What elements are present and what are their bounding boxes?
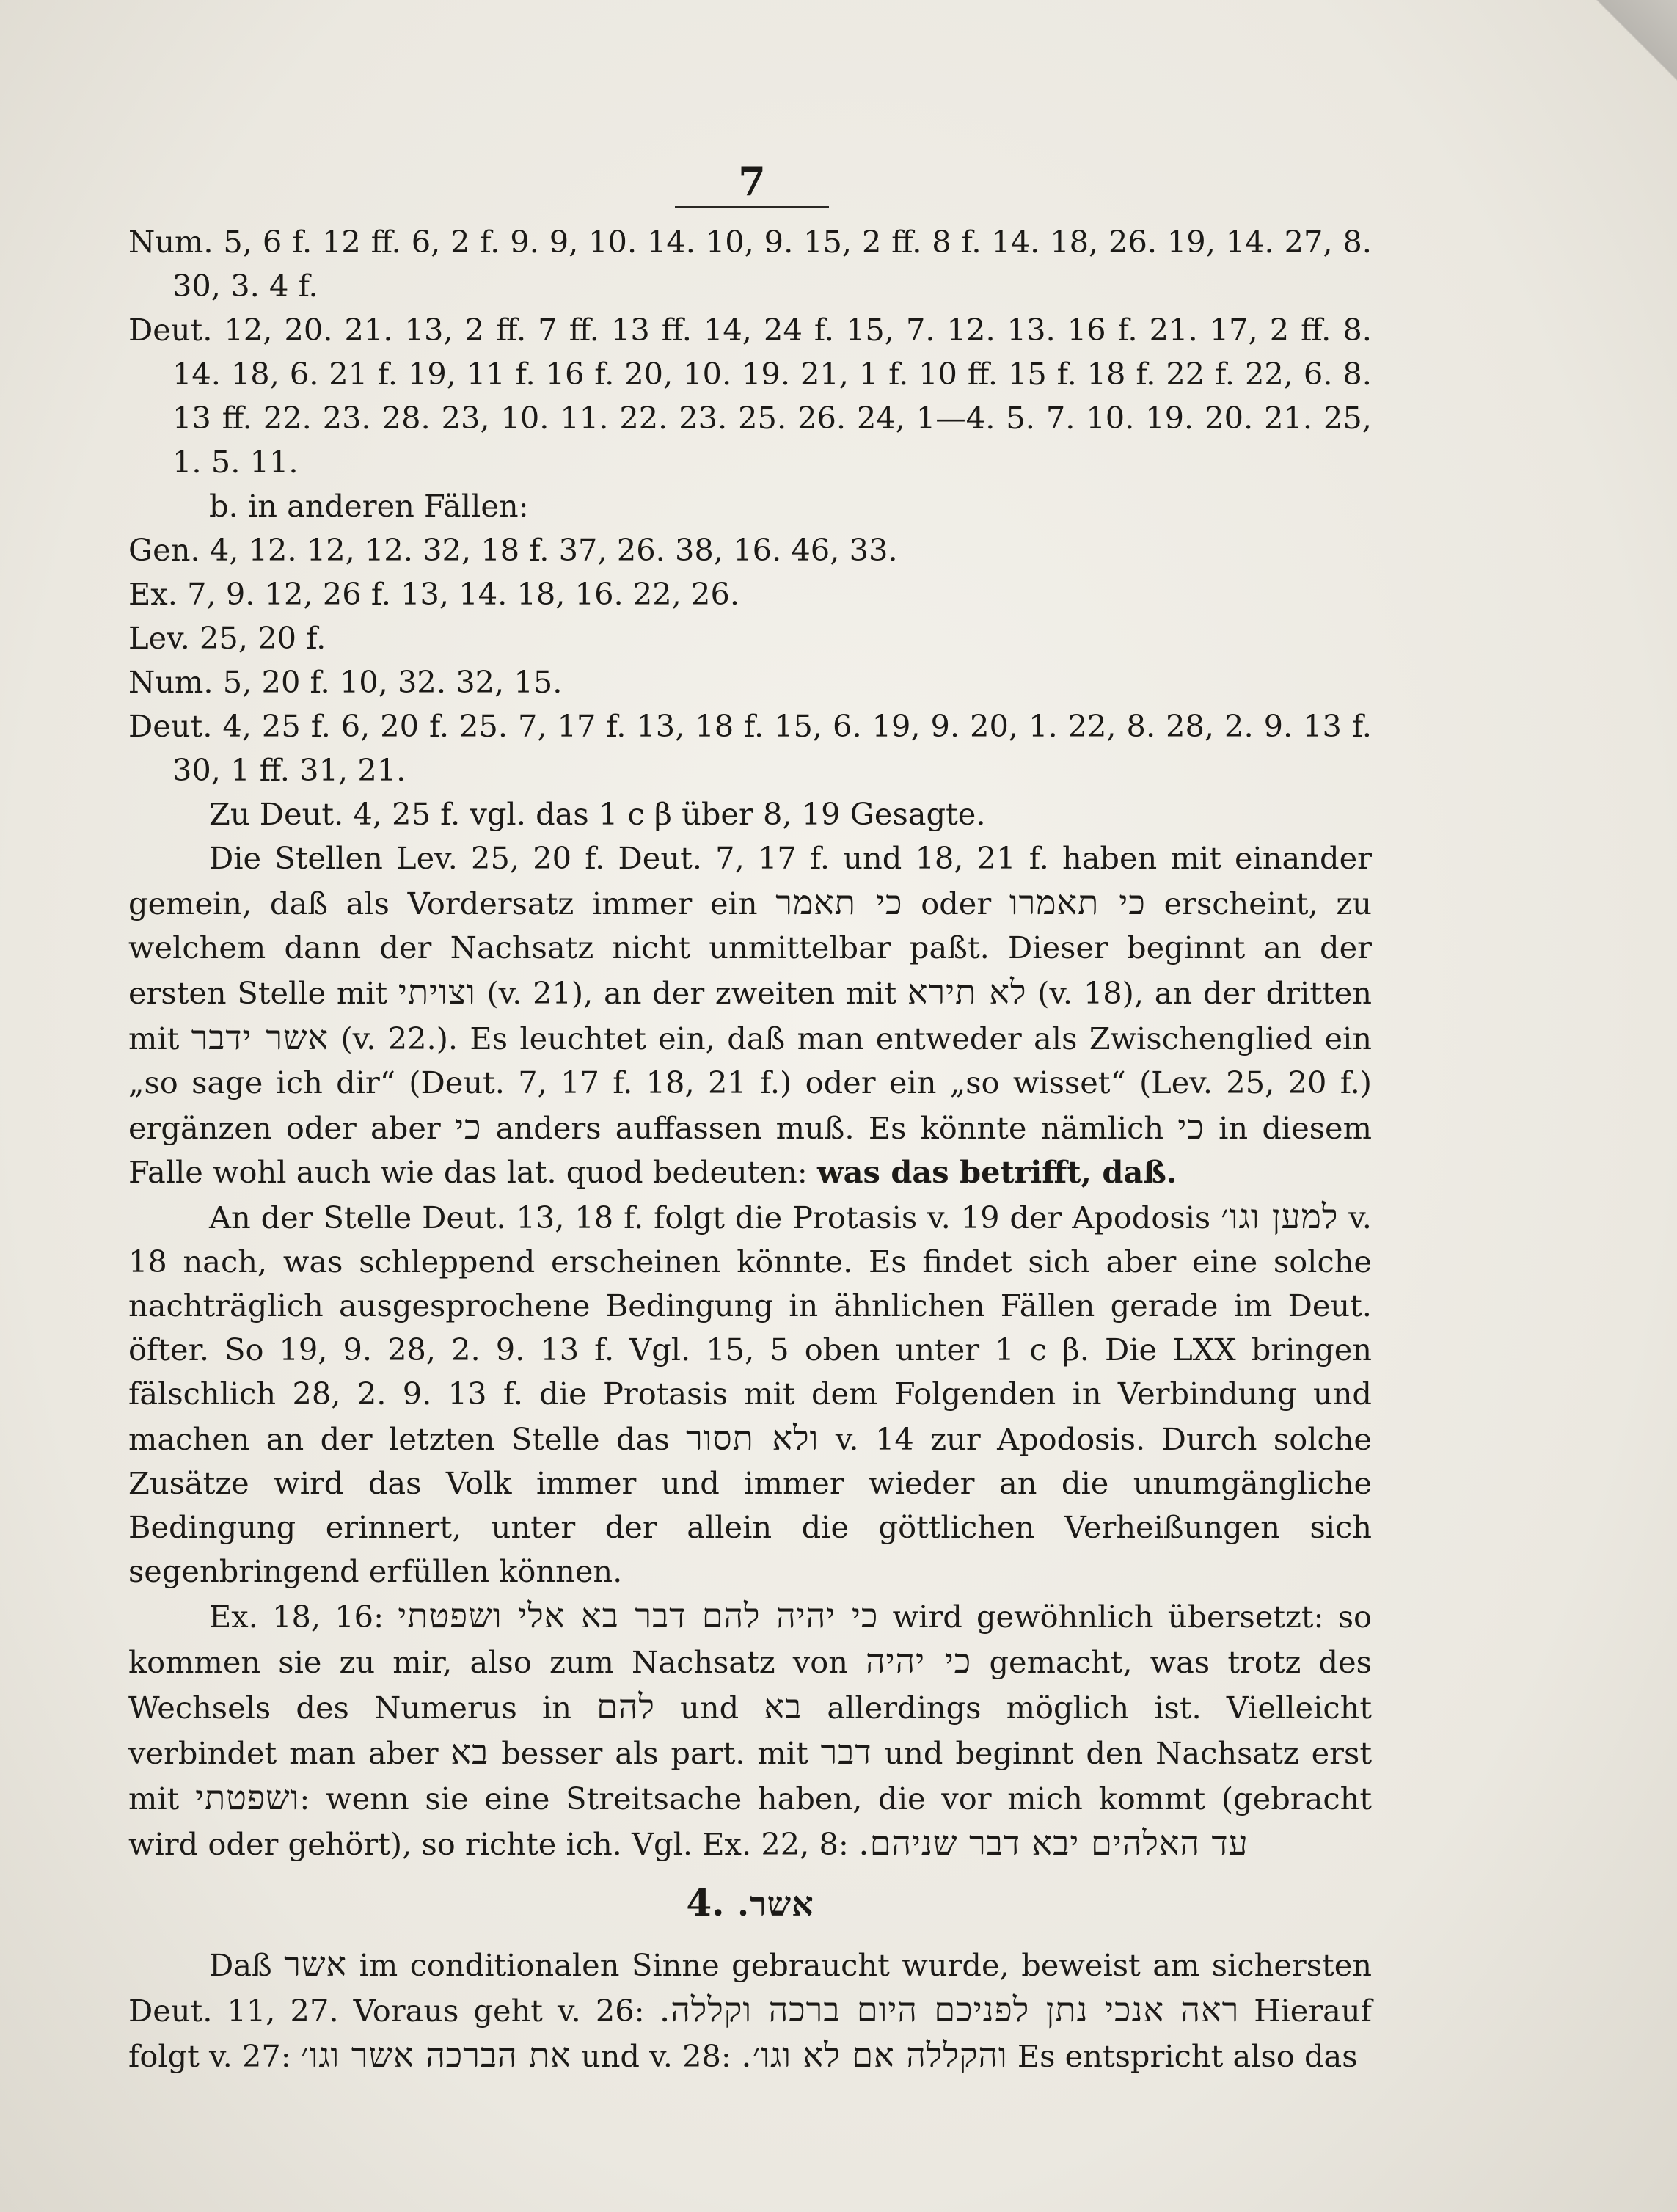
- hebrew-phrase: כי: [454, 1107, 482, 1147]
- hebrew-phrase: אשר: [284, 1944, 348, 1984]
- hebrew-phrase: עד האלהים יבא דבר שניהם.: [858, 1823, 1249, 1863]
- paragraph-3: Ex. 18, 16: כי יהיה להם דבר בא אלי ושפטתי wird gewöhnlich übersetzt: so kommen sie zu mir, also zum Nachsatz von כי יהיה gemacht, was trotz des Wechsels des Numerus in להם und בא allerdings möglich ist. Vielleicht verbindet man aber בא besser als part. mit דבר und beginnt den Nachsatz erst mit ושפטתי: wenn sie eine Streitsache haben, die vor mich kommt (gebracht wird oder gehört), so richte ich. Vgl. Ex. 22, 8: עד האלהים יבא דבר שניהם.: [128, 1596, 1372, 1863]
- hebrew-phrase: להם: [596, 1687, 655, 1726]
- hebrew-phrase: בא: [764, 1687, 803, 1726]
- reference-list-deut-2: Deut. 4, 25 f. 6, 20 f. 25. 7, 17 f. 13, 18 f. 15, 6. 19, 9. 20, 1. 22, 8. 28, 2. 9. 13 f. 30, 1 ff. 31, 21.: [128, 708, 1372, 788]
- hebrew-phrase: כי יהיה: [866, 1641, 972, 1681]
- hebrew-phrase: וצויתי: [398, 972, 476, 1012]
- hebrew-phrase: למען וגו׳: [1221, 1197, 1339, 1236]
- hebrew-phrase: דבר: [820, 1732, 872, 1772]
- paragraph-4: Daß אשר im conditionalen Sinne gebraucht wurde, beweist am sichersten Deut. 11, 27. Voraus geht v. 26: ראה אנכי נתן לפניכם היום ברכה וקללה. Hierauf folgt v. 27: את הברכה אשר וגו׳ und v. 28: והקללה אם לא וגו׳. Es entspricht also das: [128, 1944, 1372, 2075]
- note-deut: Zu Deut. 4, 25 f. vgl. das 1 c β über 8, 19 Gesagte.: [209, 796, 986, 832]
- folded-corner: [1582, 0, 1677, 103]
- reference-list-lev: Lev. 25, 20 f.: [128, 620, 326, 656]
- hebrew-phrase: כי: [1177, 1107, 1205, 1147]
- hebrew-phrase: את הברכה אשר וגו׳: [300, 2035, 571, 2075]
- hebrew-phrase: ראה אנכי נתן לפניכם היום ברכה וקללה.: [659, 1990, 1240, 2029]
- paragraph-1: Die Stellen Lev. 25, 20 f. Deut. 7, 17 f. und 18, 21 f. haben mit einander gemein, daß als Vordersatz immer ein כי תאמר oder כי תאמרו erscheint, zu welchem dann der Nachsatz nicht unmittelbar paßt. Dieser beginnt an der ersten Stelle mit וצויתי (v. 21), an der zweiten mit לא תירא (v. 18), an der dritten mit אשר ידבר (v. 22.). Es leuchtet ein, daß man entweder als Zwischenglied ein „so sage ich dir“ (Deut. 7, 17 f. 18, 21 f.) oder ein „so wisset“ (Lev. 25, 20 f.) ergänzen oder aber כי anders auffassen muß. Es könnte nämlich כי in diesem Falle wohl auch wie das lat. quod bedeuten: was das betrifft, daß.: [128, 840, 1373, 1190]
- hebrew-phrase: ולא תסור: [686, 1418, 819, 1458]
- section-heading: [128, 1881, 1372, 1926]
- body-text: [128, 220, 1372, 2078]
- hebrew-phrase: לא תירא: [907, 972, 1027, 1012]
- hebrew-phrase: ושפטתי: [195, 1778, 300, 1817]
- hebrew-phrase: כי תאמרו: [1009, 883, 1146, 922]
- reference-list-num-2: Num. 5, 20 f. 10, 32. 32, 15.: [128, 664, 563, 700]
- reference-list-num: Num. 5, 6 f. 12 ff. 6, 2 f. 9. 9, 10. 14. 10, 9. 15, 2 ff. 8 f. 14. 18, 26. 19, 14. 27, 8. 30, 3. 4 f.: [128, 224, 1372, 304]
- hebrew-phrase: כי תאמר: [775, 883, 903, 922]
- hebrew-phrase: אשר ידבר: [191, 1018, 329, 1057]
- page-number: 7: [675, 158, 829, 208]
- subheading-other-cases: b. in anderen Fällen:: [209, 488, 529, 524]
- hebrew-phrase: כי יהיה להם דבר בא אלי ושפטתי: [398, 1596, 879, 1635]
- reference-list-ex: Ex. 7, 9. 12, 26 f. 13, 14. 18, 16. 22, 26.: [128, 576, 740, 612]
- emphasis: was das betrifft, daß.: [816, 1154, 1177, 1190]
- section-number: 4.: [686, 1881, 725, 1924]
- hebrew-phrase: והקללה אם לא וגו׳.: [741, 2035, 1008, 2075]
- paragraph-2: An der Stelle Deut. 13, 18 f. folgt die Protasis v. 19 der Apodosis למען וגו׳ v. 18 nach, was schleppend erscheinen könnte. Es findet sich aber eine solche nachträglich ausgesprochene Bedingung in ähnlichen Fällen gerade im Deut. öfter. So 19, 9. 28, 2. 9. 13 f. Vgl. 15, 5 oben unter 1 c β. Die LXX bringen fälschlich 28, 2. 9. 13 f. die Protasis mit dem Folgenden in Verbindung und machen an der letzten Stelle das ולא תסור v. 14 zur Apodosis. Durch solche Zusätze wird das Volk immer und immer wieder an die unumgängliche Bedingung erinnert, unter der allein die göttlichen Verheißungen sich segenbringend erfüllen können.: [128, 1197, 1372, 1589]
- reference-list-deut: Deut. 12, 20. 21. 13, 2 ff. 7 ff. 13 ff. 14, 24 f. 15, 7. 12. 13. 16 f. 21. 17, 2 ff. 8. 14. 18, 6. 21 f. 19, 11 f. 16 f. 20, 10. 19. 21, 1 f. 10 ff. 15 f. 18 f. 22 f. 22, 6. 8. 13 ff. 22. 23. 28. 23, 10. 11. 22. 23. 25. 26. 24, 1—4. 5. 7. 10. 19. 20. 21. 25, 1. 5. 11.: [128, 312, 1372, 480]
- hebrew-phrase: בא: [450, 1732, 489, 1772]
- reference-list-gen: Gen. 4, 12. 12, 12. 32, 18 f. 37, 26. 38, 16. 46, 33.: [128, 532, 898, 568]
- section-word: אשר.: [737, 1884, 814, 1924]
